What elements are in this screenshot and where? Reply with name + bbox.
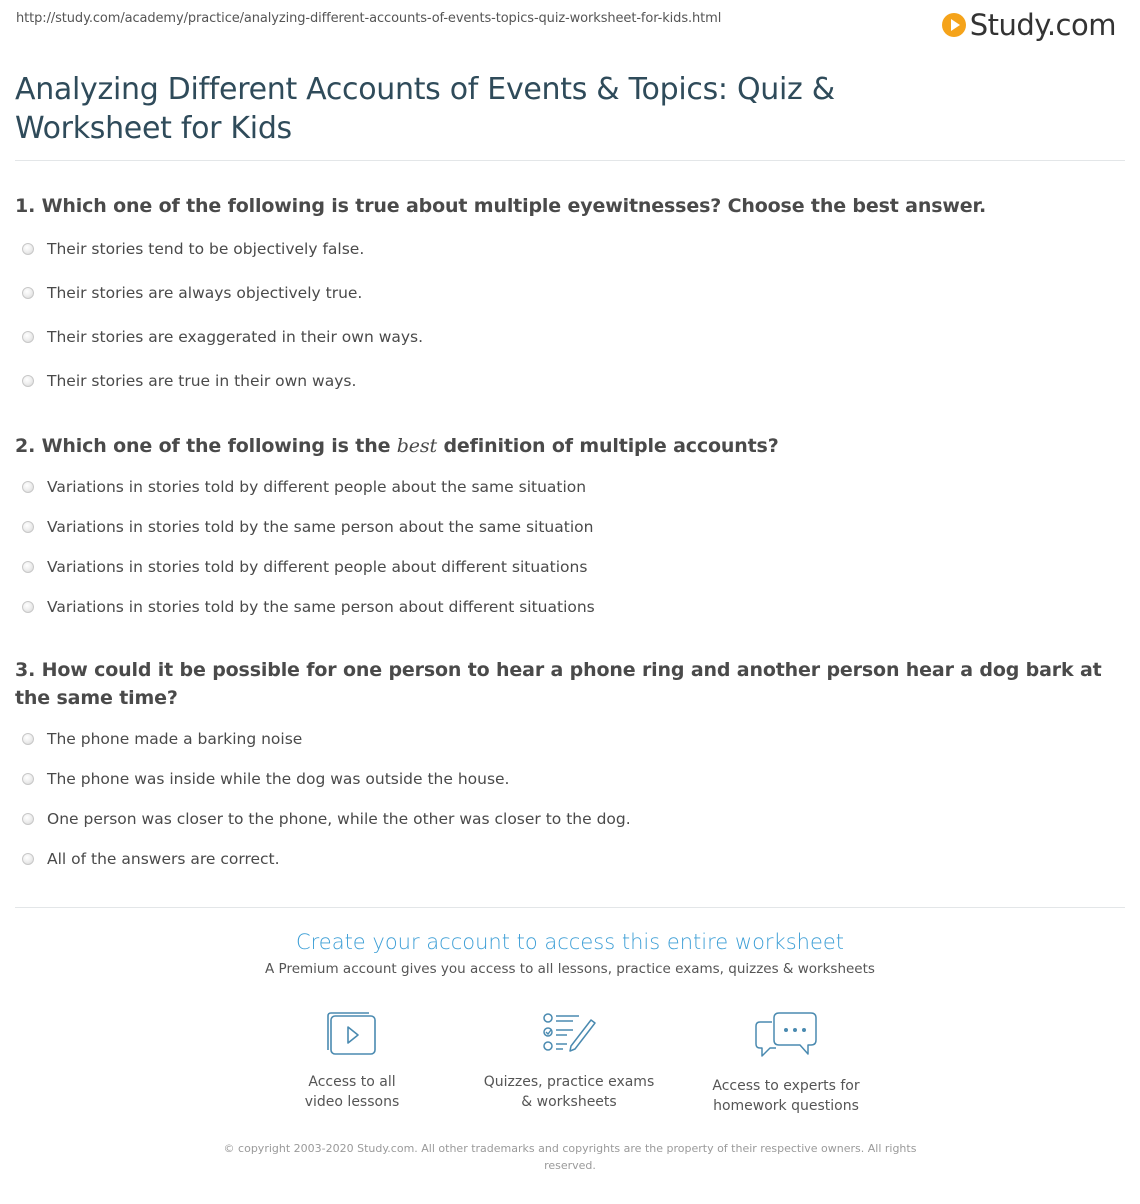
cta-subtitle: A Premium account gives you access to all lessons, practice exams, quizzes & worksheets <box>265 961 875 977</box>
radio-button[interactable] <box>22 853 34 865</box>
answer-option[interactable] <box>22 848 280 870</box>
create-account-link[interactable]: Create your account to access this entire worksheet <box>295 930 845 954</box>
question-2 <box>15 432 1125 460</box>
question-2-text-before: 2. Which one of the following is the <box>15 435 397 457</box>
logo-word: Study <box>969 7 1047 42</box>
answer-option[interactable] <box>22 238 364 260</box>
play-icon <box>942 13 966 37</box>
page-title-line-1: Analyzing Different Accounts of Events & Topics: Quiz & <box>15 72 835 107</box>
video-icon <box>325 1010 379 1056</box>
chat-bubbles-icon <box>754 1010 818 1060</box>
answer-option[interactable] <box>22 282 362 304</box>
cta-divider <box>15 907 1125 908</box>
answer-option[interactable] <box>22 728 302 750</box>
answer-option[interactable] <box>22 326 423 348</box>
answer-option[interactable] <box>22 476 586 498</box>
answer-text: The phone was inside while the dog was outside the house. <box>47 770 510 788</box>
answer-option[interactable] <box>22 516 593 538</box>
page-url: http://study.com/academy/practice/analyzing-different-accounts-of-events-topics-quiz-worksheet-for-kids.html <box>16 11 722 26</box>
answer-text: Their stories are true in their own ways. <box>47 372 357 390</box>
answer-text: All of the answers are correct. <box>47 850 280 868</box>
question-3: 3. How could it be possible for one person to hear a phone ring and another person hear a dog bark at the same time? <box>15 659 1102 709</box>
answer-text: Variations in stories told by the same person about the same situation <box>47 518 594 536</box>
feature-label-line-2: & worksheets <box>521 1094 617 1110</box>
answer-option[interactable] <box>22 596 595 618</box>
answer-text: Variations in stories told by the same person about different situations <box>47 598 595 616</box>
copyright-footer: © copyright 2003-2020 Study.com. All other trademarks and copyrights are the property of their respective owners. All rights reserved. <box>223 1142 917 1172</box>
radio-button[interactable] <box>22 481 34 493</box>
feature-label-line-1: Access to all <box>308 1074 396 1090</box>
feature-experts <box>686 1010 886 1116</box>
feature-video-lessons <box>252 1010 452 1112</box>
answer-text: Their stories tend to be objectively false. <box>47 240 365 258</box>
radio-button[interactable] <box>22 331 34 343</box>
question-1: 1. Which one of the following is true about multiple eyewitnesses? Choose the best answer. <box>15 195 987 217</box>
radio-button[interactable] <box>22 561 34 573</box>
study-logo[interactable] <box>942 8 1116 42</box>
radio-button[interactable] <box>22 375 34 387</box>
title-divider <box>15 160 1125 161</box>
radio-button[interactable] <box>22 733 34 745</box>
logo-suffix: .com <box>1046 7 1116 42</box>
page-title <box>15 70 915 148</box>
answer-option[interactable] <box>22 808 631 830</box>
radio-button[interactable] <box>22 243 34 255</box>
answer-text: One person was closer to the phone, while the other was closer to the dog. <box>47 810 631 828</box>
answer-text: Their stories are exaggerated in their own ways. <box>47 328 424 346</box>
answer-text: The phone made a barking noise <box>47 730 303 748</box>
radio-button[interactable] <box>22 287 34 299</box>
answer-text: Their stories are always objectively true. <box>47 284 363 302</box>
question-2-emphasis: best <box>396 435 437 457</box>
feature-label-line-2: homework questions <box>713 1098 859 1114</box>
feature-label-line-1: Quizzes, practice exams <box>483 1074 655 1090</box>
answer-option[interactable] <box>22 370 356 392</box>
radio-button[interactable] <box>22 521 34 533</box>
answer-text: Variations in stories told by different people about different situations <box>47 558 588 576</box>
answer-option[interactable] <box>22 556 587 578</box>
answer-text: Variations in stories told by different people about the same situation <box>47 478 587 496</box>
radio-button[interactable] <box>22 601 34 613</box>
feature-label-line-1: Access to experts for <box>712 1078 860 1094</box>
feature-label-line-2: video lessons <box>304 1094 400 1110</box>
question-2-text-after: definition of multiple accounts? <box>436 435 779 457</box>
logo-text <box>969 7 1116 42</box>
feature-quizzes <box>469 1010 669 1112</box>
radio-button[interactable] <box>22 773 34 785</box>
page-title-line-2: Worksheet for Kids <box>15 111 292 146</box>
quiz-list-icon <box>541 1010 597 1056</box>
answer-option[interactable] <box>22 768 510 790</box>
radio-button[interactable] <box>22 813 34 825</box>
